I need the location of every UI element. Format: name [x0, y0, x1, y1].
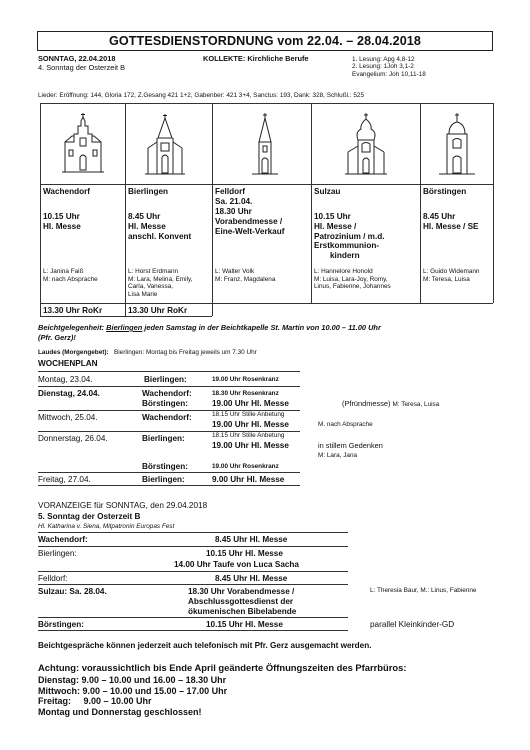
parish-lektor-bierlingen: L: Horst Erdmann — [128, 268, 179, 275]
parish-time-bierlingen: 8.45 Uhr — [128, 212, 161, 221]
wp-mittwoch-small: 18.15 Uhr Stille Anbetung — [212, 411, 285, 418]
parish-time-sulzau: 10.15 Uhr — [314, 212, 351, 221]
parish-time-wachendorf: 10.15 Uhr — [43, 212, 80, 221]
laudes-text: Bierlingen: Montag bis Freitag jeweils um 7.30 Uhr — [113, 349, 257, 356]
vorschau-line — [38, 584, 348, 585]
vs-sulzau-event-3: ökumenischen Bibelabende — [188, 607, 297, 616]
beichtgespraeche: Beichtgespräche können jederzeit auch telefonisch mit Pfr. Gerz ausgemacht werden. — [38, 641, 372, 650]
achtung-line: Montag und Donnerstag geschlossen! — [38, 706, 202, 717]
wp-donnerstag-place-2: Börstingen: — [142, 462, 188, 471]
vorschau-title: VORANZEIGE für SONNTAG, den 29.04.2018 — [38, 501, 208, 510]
vs-wachendorf-place: Wachendorf: — [38, 535, 88, 544]
church-wachendorf-icon — [60, 112, 106, 174]
wp-dienstag-day: Dienstag, 24.04. — [38, 389, 100, 398]
parish-time-boerstingen: 8.45 Uhr — [423, 212, 456, 221]
kollekte: KOLLEKTE: Kirchliche Berufe — [203, 54, 309, 63]
service-line: Patrozinium / m.d. — [314, 231, 385, 241]
wochenplan-line — [38, 485, 300, 486]
parish-time-felldorf: 18.30 Uhr — [215, 207, 252, 216]
ministrant-line: M: nach Absprache — [43, 276, 98, 283]
vs-felldorf-place: Felldorf: — [38, 574, 68, 583]
ministrant-line: Linus, Fabienne, Johannes — [314, 283, 391, 291]
service-line: Hl. Messe / SE — [423, 222, 479, 231]
church-sulzau-icon — [340, 112, 392, 176]
vorschau-line — [38, 571, 348, 572]
vs-boerstingen-place: Börstingen: — [38, 620, 84, 629]
service-line: anschl. Konvent — [128, 231, 192, 241]
wp-dienstag-note-2: M: Teresa, Luisa — [392, 401, 440, 408]
parish-name-felldorf: Felldorf — [215, 187, 246, 196]
ministrant-line: Lisa Marie — [128, 290, 158, 298]
table-col-1 — [125, 103, 126, 316]
achtung-line: Dienstag: 9.00 – 10.00 und 16.00 – 18.30 Uhr — [38, 675, 227, 685]
parish-ministranten-wachendorf — [43, 276, 98, 283]
ministrant-line: M: Teresa, Luisa — [423, 276, 470, 283]
page-title: GOTTESDIENSTORDNUNG vom 22.04. – 28.04.2018 — [37, 31, 493, 51]
vorschau-line — [38, 630, 348, 631]
church-felldorf-icon — [248, 112, 282, 176]
vs-boerstingen-event: 10.15 Uhr Hl. Messe — [206, 620, 283, 629]
reading-gospel: Evangelium: Joh 10,11-18 — [352, 70, 426, 78]
parish-footer-wachendorf: 13.30 Uhr RoKr — [43, 306, 103, 315]
table-line-top — [40, 103, 493, 104]
wp-freitag-day: Freitag, 27.04. — [38, 475, 91, 484]
wp-donnerstag-day: Donnerstag, 26.04. — [38, 434, 108, 443]
service-line: Vorabendmesse / — [215, 217, 283, 226]
parish-service-felldorf — [215, 217, 284, 236]
vs-wachendorf-event: 8.45 Uhr Hl. Messe — [215, 535, 288, 544]
service-line: kindern — [330, 250, 360, 260]
parish-ministranten-bierlingen — [128, 276, 193, 298]
sunday-name: 4. Sonntag der Osterzeit B — [38, 63, 126, 72]
table-col-0 — [40, 103, 41, 316]
wp-montag-place: Bierlingen: — [144, 375, 187, 384]
wp-dienstag-event-1: 18.30 Uhr Rosenkranz — [212, 390, 279, 397]
laudes-label: Laudes (Morgengebet): — [38, 349, 109, 356]
wochenplan-line — [38, 371, 300, 372]
laudes-line — [38, 349, 257, 356]
vorschau-fest: Hl. Katharina v. Siena, Mitpatronin Europas Fest — [38, 523, 175, 530]
wp-mittwoch-event: 19.00 Uhr Hl. Messe — [212, 420, 289, 429]
parish-ministranten-sulzau — [314, 276, 391, 291]
vorschau-line — [38, 617, 348, 618]
service-line: Hl. Messe / — [314, 222, 357, 231]
parish-lektor-felldorf: L: Walter Volk — [215, 268, 255, 275]
table-col-5 — [493, 103, 494, 303]
service-line: Erstkommunion- — [314, 241, 380, 251]
wp-dienstag-note-1: (Pfründmesse) — [342, 399, 391, 408]
parish-lektor-sulzau: L: Hannelore Honold — [314, 268, 373, 275]
parish-service-sulzau — [314, 222, 385, 260]
wp-dienstag-place-1: Wachendorf: — [142, 389, 192, 398]
achtung-line: Mittwoch: 9.00 – 10.00 und 15.00 – 17.00 Uhr — [38, 685, 228, 696]
wp-donnerstag-note-2: M: Lara, Jana — [318, 452, 358, 459]
lieder-line: Lieder: Eröffnung: 144, Gloria 172, Z.Gesang 421 1+2, Gabenber: 421 3+4, Sanctus: 193, Dank: 328, Schlußl.: 525 — [38, 92, 365, 99]
achtung-line: Freitag: 9.00 – 10.00 Uhr — [38, 696, 152, 707]
table-col-2 — [212, 103, 213, 316]
vorschau-name: 5. Sonntag der Osterzeit B — [38, 512, 141, 521]
beicht-prefix: Beichtgelegenheit: — [38, 323, 107, 332]
church-bierlingen-icon — [140, 112, 190, 176]
wp-mittwoch-place: Wachendorf: — [142, 413, 192, 422]
vs-sulzau-note: L: Theresia Baur, M.: Linus, Fabienne — [370, 587, 477, 594]
reading-1: 1. Lesung: Apg 4,8-12 — [352, 56, 415, 63]
wp-montag-day: Montag, 23.04. — [38, 375, 93, 384]
vs-sulzau-event-2: Abschlussgottesdienst der — [188, 597, 294, 606]
wp-freitag-place: Bierlingen: — [142, 475, 185, 484]
parish-lektor-wachendorf: L: Janina Faiß — [43, 268, 84, 275]
wp-montag-event: 19.00 Uhr Rosenkranz — [212, 376, 279, 383]
achtung-title: Achtung: voraussichtlich bis Ende April geänderte Öffnungszeiten des Pfarrbüros: — [38, 662, 407, 673]
church-boerstingen-icon — [435, 112, 479, 176]
vorschau-line — [38, 532, 348, 533]
beicht-rest: jeden Samstag in der Beichtkapelle St. Martin von 10.00 – 11.00 Uhr — [142, 323, 381, 332]
readings — [352, 56, 426, 78]
wochenplan-line — [38, 472, 300, 473]
parish-lektor-boerstingen: L: Guido Widemann — [423, 268, 480, 275]
parish-name-sulzau: Sulzau — [314, 187, 341, 196]
vs-boerstingen-note: parallel Kleinkinder-GD — [370, 620, 455, 629]
sunday-date: SONNTAG, 22.04.2018 — [38, 54, 116, 63]
vs-bierlingen-place: Bierlingen: — [38, 549, 77, 558]
parish-name-wachendorf: Wachendorf — [43, 187, 91, 196]
parish-footer-bierlingen: 13.30 Uhr RoKr — [128, 306, 188, 315]
table-col-4 — [420, 103, 421, 303]
vs-sulzau-event: 18.30 Uhr Vorabendmesse / — [188, 587, 295, 596]
service-line: Hl. Messe — [43, 222, 81, 231]
parish-ministranten-boerstingen — [423, 276, 470, 283]
service-line: Eine-Welt-Verkauf — [215, 226, 285, 236]
achtung-lines — [38, 675, 227, 717]
wp-mittwoch-note: M. nach Absprache — [318, 421, 373, 428]
reading-2: 2. Lesung: 1Joh 3,1-2 — [352, 63, 414, 71]
wp-freitag-event: 9.00 Uhr Hl. Messe — [212, 475, 285, 484]
vorschau-line — [38, 546, 348, 547]
parish-ministranten-felldorf — [215, 276, 275, 283]
table-col-3 — [311, 103, 312, 303]
vs-sulzau-place: Sulzau: Sa. 28.04. — [38, 587, 107, 596]
ministrant-line: M: Luisa, Lara-Joy, Romy, — [314, 276, 388, 283]
parish-service-boerstingen — [423, 222, 479, 232]
wp-mittwoch-day: Mittwoch, 25.04. — [38, 413, 98, 422]
parish-name-boerstingen: Börstingen — [423, 187, 467, 196]
wp-dienstag-event-2: 19.00 Uhr Hl. Messe — [212, 399, 289, 408]
parish-name-bierlingen: Bierlingen — [128, 187, 169, 196]
table-line-header — [40, 184, 493, 185]
beicht-line-2: (Pfr. Gerz)! — [38, 333, 76, 342]
wp-donnerstag-event-2: 19.00 Uhr Rosenkranz — [212, 463, 279, 470]
ministrant-line: M: Lara, Melina, Emily, — [128, 276, 193, 283]
wochenplan-line — [38, 386, 300, 387]
wp-dienstag-place-2: Börstingen: — [142, 399, 188, 408]
parish-service-wachendorf — [43, 222, 81, 232]
table-line-footer — [40, 316, 212, 317]
wp-dienstag-note — [342, 400, 439, 409]
beicht-place: Bierlingen — [106, 323, 143, 332]
parish-service-bierlingen — [128, 222, 191, 241]
wp-donnerstag-place-1: Bierlingen: — [142, 434, 185, 443]
service-line: Hl. Messe — [128, 222, 166, 231]
vs-felldorf-event: 8.45 Uhr Hl. Messe — [215, 574, 288, 583]
wp-donnerstag-note: in stillem Gedenken — [318, 441, 383, 450]
ministrant-line: Carla, Vanessa, — [128, 283, 173, 291]
wochenplan-title: WOCHENPLAN — [38, 359, 98, 368]
vs-bierlingen-event-2: 14.00 Uhr Taufe von Luca Sacha — [174, 560, 299, 569]
vs-bierlingen-event: 10.15 Uhr Hl. Messe — [206, 549, 283, 558]
ministrant-line: M: Franz, Magdalena — [215, 276, 276, 283]
table-line-body — [40, 303, 493, 304]
wp-donnerstag-event-1: 19.00 Uhr Hl. Messe — [212, 441, 289, 450]
parish-extra-felldorf: Sa. 21.04. — [215, 197, 253, 206]
wp-donnerstag-small: 18.15 Uhr Stille Anbetung — [212, 432, 285, 439]
beicht-line — [38, 324, 381, 333]
